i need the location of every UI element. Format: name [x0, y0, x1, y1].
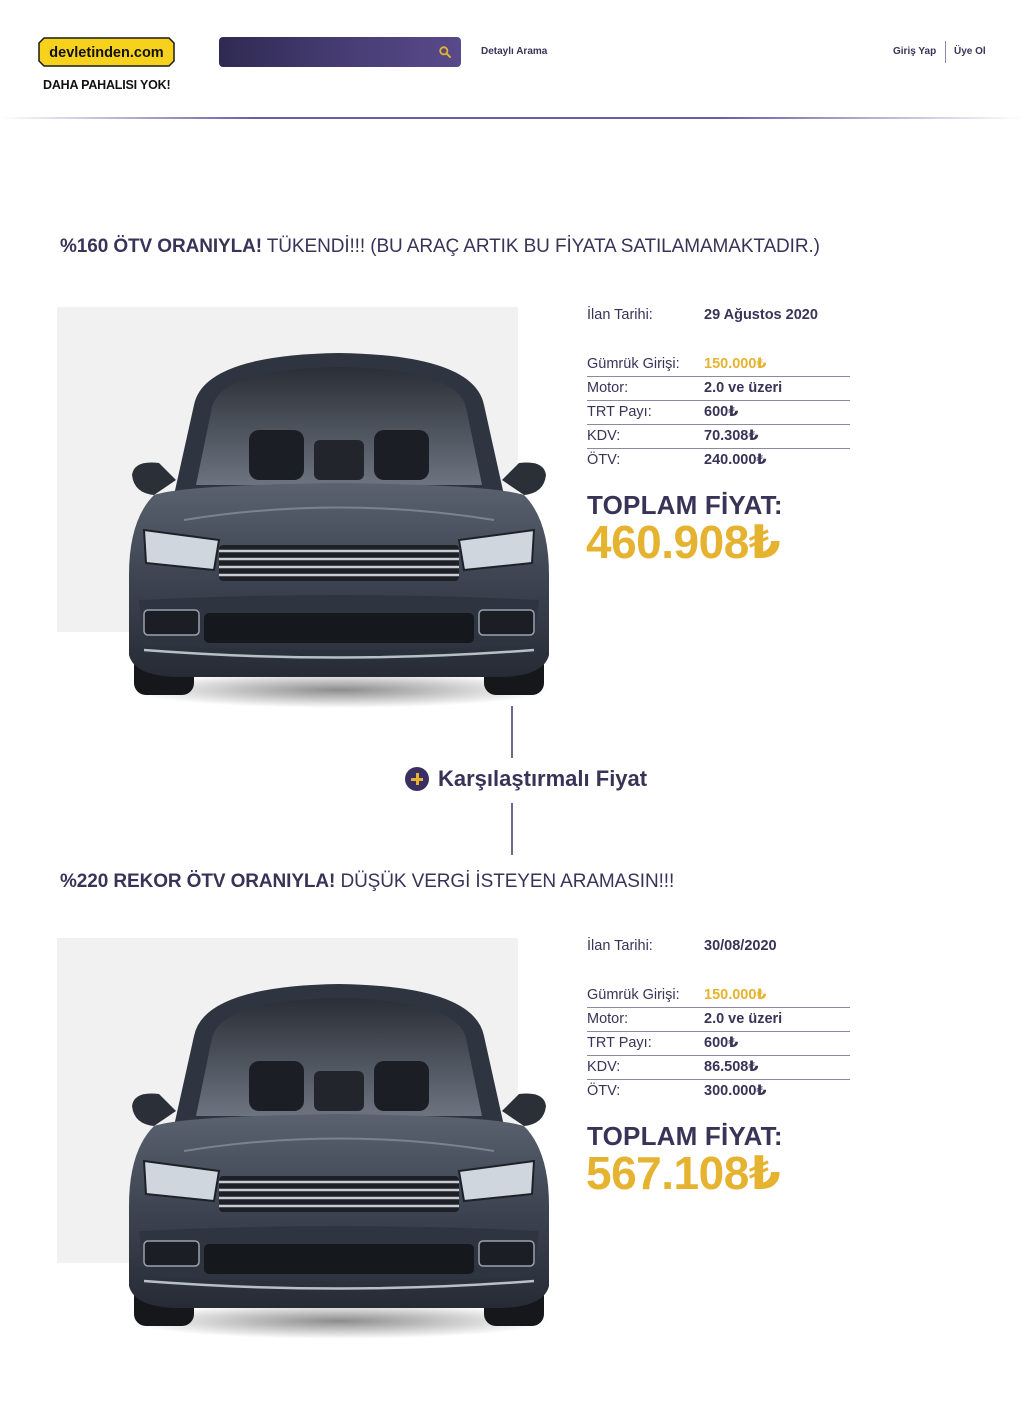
site-logo[interactable] [38, 36, 175, 68]
spec-value: 300.000₺ [704, 1083, 767, 1099]
spec-row-trt [587, 401, 850, 425]
spec-label: Motor: [587, 380, 629, 396]
date-value: 30/08/2020 [704, 938, 777, 954]
logo-slogan: DAHA PAHALISI YOK! [43, 78, 171, 92]
car-image[interactable] [124, 345, 554, 710]
spec-row-trt [587, 1032, 850, 1056]
spec-row-engine [587, 1008, 850, 1032]
header-divider [0, 117, 1024, 119]
headline-emphasis: %220 REKOR ÖTV ORANIYLA! [60, 871, 336, 892]
spec-value: 86.508₺ [704, 1059, 759, 1075]
spec-value: 70.308₺ [704, 428, 759, 444]
date-value: 29 Ağustos 2020 [704, 307, 818, 323]
spec-row-customs [587, 353, 850, 377]
spec-row-customs [587, 984, 850, 1008]
total-price-label: TOPLAM FİYAT: [587, 490, 783, 520]
spec-row-otv [587, 449, 850, 473]
search-input[interactable] [227, 42, 427, 62]
site-header [0, 0, 1024, 118]
total-price-value: 567.108₺ [586, 1147, 781, 1199]
listing-headline [60, 236, 820, 258]
spec-value: 150.000₺ [704, 356, 767, 372]
spec-label: Gümrük Girişi: [587, 356, 680, 372]
plus-circle-icon[interactable] [405, 767, 429, 791]
spec-label: Motor: [587, 1011, 629, 1027]
total-price-label: TOPLAM FİYAT: [587, 1121, 783, 1151]
login-link[interactable]: Giriş Yap [893, 46, 937, 57]
car-image[interactable] [124, 976, 554, 1341]
register-link[interactable]: Üye Ol [954, 46, 986, 57]
listing-headline [60, 871, 674, 893]
headline-text: DÜŞÜK VERGİ İSTEYEN ARAMASIN!!! [335, 871, 675, 892]
logo-text: devletinden.com [49, 45, 164, 61]
spec-row-kdv [587, 425, 850, 449]
spec-value: 600₺ [704, 404, 739, 420]
search-box[interactable] [219, 37, 461, 67]
spec-value: 600₺ [704, 1035, 739, 1051]
comparison-label: Karşılaştırmalı Fiyat [438, 766, 648, 791]
listing-date-row [587, 304, 850, 328]
date-label: İlan Tarihi: [587, 938, 653, 954]
spec-label: ÖTV: [587, 1083, 621, 1099]
spec-row-kdv [587, 1056, 850, 1080]
spec-label: TRT Payı: [587, 1035, 652, 1051]
listing-date-row [587, 935, 850, 959]
spec-value: 2.0 ve üzeri [704, 1011, 783, 1027]
divider-line-bottom [511, 803, 513, 855]
headline-text: TÜKENDİ!!! (BU ARAÇ ARTIK BU FİYATA SATILAMAMAKTADIR.) [261, 236, 820, 257]
headline-emphasis: %160 ÖTV ORANIYLA! [60, 236, 262, 257]
spec-label: KDV: [587, 1059, 621, 1075]
spec-label: TRT Payı: [587, 404, 652, 420]
spec-row-engine [587, 377, 850, 401]
nav-divider [945, 41, 946, 63]
spec-label: Gümrük Girişi: [587, 987, 680, 1003]
spec-row-otv [587, 1080, 850, 1104]
divider-line-top [511, 706, 513, 758]
search-icon[interactable] [438, 45, 452, 59]
spec-value: 150.000₺ [704, 987, 767, 1003]
detailed-search-link[interactable]: Detaylı Arama [481, 46, 548, 57]
date-label: İlan Tarihi: [587, 307, 653, 323]
spec-value: 2.0 ve üzeri [704, 380, 783, 396]
total-price-value: 460.908₺ [586, 516, 781, 568]
spec-label: ÖTV: [587, 452, 621, 468]
spec-value: 240.000₺ [704, 452, 767, 468]
spec-label: KDV: [587, 428, 621, 444]
